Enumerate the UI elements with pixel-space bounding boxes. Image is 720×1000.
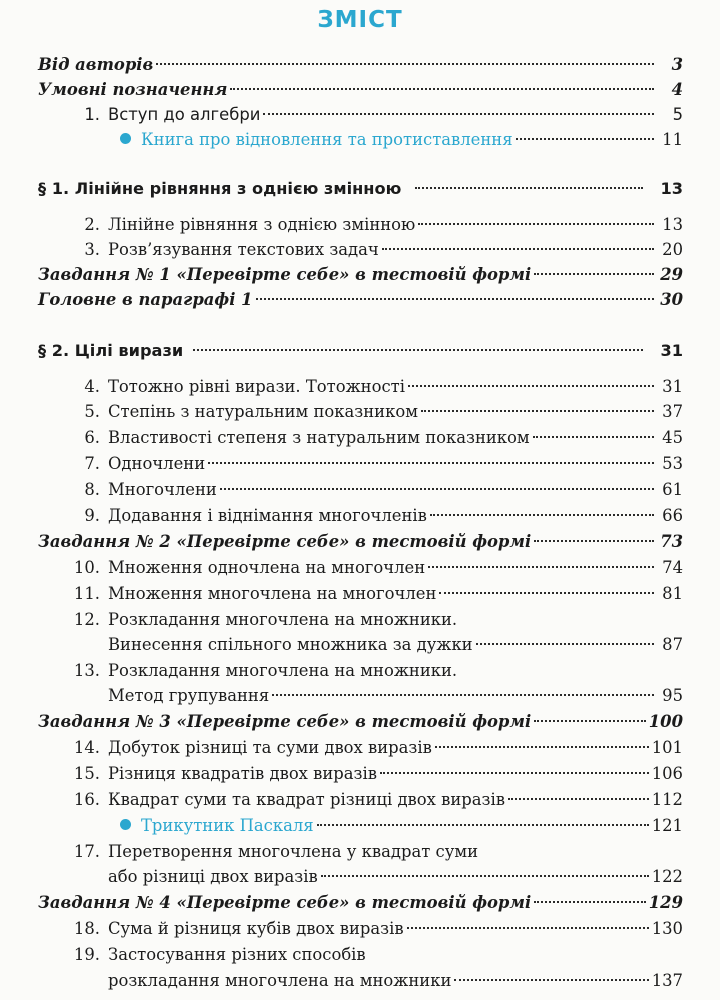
toc-entry-13-continued[interactable] xyxy=(0,684,720,708)
dot-leader xyxy=(408,385,654,387)
toc-entry-14[interactable] xyxy=(0,736,720,760)
dot-leader xyxy=(534,901,646,903)
page-title: ЗМІСТ xyxy=(317,7,403,33)
toc-page-number: 11 xyxy=(662,130,683,149)
toc-page-number: 30 xyxy=(660,290,683,309)
toc-entry-test-4[interactable] xyxy=(0,891,720,915)
toc-entry-number: 1. xyxy=(84,105,100,124)
toc-entry-legend[interactable] xyxy=(0,78,720,102)
toc-entry-title: Розв’язування текстових задач xyxy=(108,240,379,259)
toc-entry-number: 12. xyxy=(73,610,100,629)
toc-page-number: 101 xyxy=(651,738,683,757)
toc-entry-pascal-triangle[interactable] xyxy=(0,814,720,838)
toc-entry-number: 19. xyxy=(73,945,100,964)
toc-entry-10[interactable] xyxy=(0,556,720,580)
dot-leader xyxy=(415,187,643,189)
toc-entry-13[interactable] xyxy=(0,659,720,683)
toc-entry-title: Трикутник Паскаля xyxy=(141,816,314,835)
toc-entry-8[interactable] xyxy=(0,478,720,502)
dot-leader xyxy=(430,514,654,516)
toc-entry-number: 5. xyxy=(84,402,100,421)
toc-entry-title: Лінійне рівняння з однією змінною xyxy=(108,215,416,234)
toc-entry-title: Умовні позначення xyxy=(38,80,228,99)
toc-entry-title: Завдання № 1 «Перевірте себе» в тестовій формі xyxy=(38,265,532,284)
toc-page-number: 112 xyxy=(651,790,683,809)
toc-page-number: 137 xyxy=(651,971,683,990)
toc-page-number: 73 xyxy=(660,532,683,551)
toc-entry-11[interactable] xyxy=(0,582,720,606)
dot-leader xyxy=(208,462,654,464)
toc-entry-number: 8. xyxy=(84,480,100,499)
toc-entry-12[interactable] xyxy=(0,608,720,632)
toc-entry-number: 13. xyxy=(73,661,100,680)
toc-page-number: 87 xyxy=(662,635,683,654)
toc-entry-title: Вступ до алгебри xyxy=(108,105,261,124)
toc-section-title: § 2. Цілі вирази xyxy=(38,341,184,360)
toc-entry-title: Тотожно рівні вирази. Тотожності xyxy=(108,377,405,396)
toc-page-number: 121 xyxy=(651,816,683,835)
toc-page-number: 31 xyxy=(660,341,683,360)
dot-leader xyxy=(382,248,654,250)
toc-entry-18[interactable] xyxy=(0,917,720,941)
dot-leader xyxy=(454,979,648,981)
toc-entry-title: Головне в параграфі 1 xyxy=(38,290,253,309)
toc-entry-number: 4. xyxy=(84,377,100,396)
toc-entry-7[interactable] xyxy=(0,452,720,476)
toc-page-number: 81 xyxy=(662,584,683,603)
toc-entry-title-continued: розкладання многочлена на множники xyxy=(108,971,452,990)
toc-entry-number: 3. xyxy=(84,240,100,259)
toc-entry-number: 11. xyxy=(73,584,100,603)
toc-entry-19-continued[interactable] xyxy=(0,969,720,993)
toc-entry-title: Множення одночлена на многочлен xyxy=(108,558,426,577)
toc-page-number: 5 xyxy=(672,105,683,124)
toc-page-number: 66 xyxy=(662,506,683,525)
toc-entry-title: Завдання № 3 «Перевірте себе» в тестовій формі xyxy=(38,712,532,731)
toc-entry-15[interactable] xyxy=(0,762,720,786)
toc-entry-number: 15. xyxy=(73,764,100,783)
dot-leader xyxy=(435,746,649,748)
toc-entry-title-continued: Метод групування xyxy=(108,686,270,705)
toc-entry-title: Книга про відновлення та протиставлення xyxy=(141,130,513,149)
toc-page-number: 122 xyxy=(651,867,683,886)
dot-leader xyxy=(421,410,654,412)
toc-page-number: 106 xyxy=(651,764,683,783)
toc-entry-title: Різниця квадратів двох виразів xyxy=(108,764,377,783)
toc-page-number: 4 xyxy=(671,80,683,99)
toc-entry-5[interactable] xyxy=(0,400,720,424)
toc-page-number: 13 xyxy=(660,179,683,198)
toc-page-number: 3 xyxy=(671,55,683,74)
toc-entry-9[interactable] xyxy=(0,504,720,528)
toc-entry-title: Одночлени xyxy=(108,454,206,473)
toc-entry-title: Добуток різниці та суми двох виразів xyxy=(108,738,432,757)
toc-page-number: 20 xyxy=(662,240,683,259)
toc-page-number: 100 xyxy=(648,712,683,731)
dot-leader xyxy=(508,798,649,800)
toc-entry-title: Многочлени xyxy=(108,480,217,499)
dot-leader xyxy=(156,63,654,65)
toc-entry-title-continued: або різниці двох виразів xyxy=(108,867,318,886)
dot-leader xyxy=(534,273,654,275)
toc-page-number: 74 xyxy=(662,558,683,577)
toc-page-number: 13 xyxy=(662,215,683,234)
toc-entry-test-3[interactable] xyxy=(0,710,720,734)
dot-leader xyxy=(193,349,643,351)
toc-entry-6[interactable] xyxy=(0,426,720,450)
dot-leader xyxy=(534,540,654,542)
toc-entry-12-continued[interactable] xyxy=(0,633,720,657)
toc-entry-title: Застосування різних способів xyxy=(108,945,366,964)
toc-page-number: 53 xyxy=(662,454,683,473)
dot-leader xyxy=(220,488,654,490)
toc-entry-test-1[interactable] xyxy=(0,263,720,287)
bullet-icon xyxy=(120,133,131,144)
toc-entry-title: Квадрат суми та квадрат різниці двох виразів xyxy=(108,790,505,809)
toc-entry-summary-1[interactable] xyxy=(0,288,720,312)
toc-entry-number: 14. xyxy=(73,738,100,757)
toc-page-number: 45 xyxy=(662,428,683,447)
toc-section-1[interactable] xyxy=(0,177,720,201)
toc-entry-number: 7. xyxy=(84,454,100,473)
toc-entry-number: 10. xyxy=(73,558,100,577)
toc-entry-title: Розкладання многочлена на множники. xyxy=(108,661,458,680)
toc-entry-title: Завдання № 2 «Перевірте себе» в тестовій формі xyxy=(38,532,532,551)
toc-entry-title: Завдання № 4 «Перевірте себе» в тестовій формі xyxy=(38,893,532,912)
dot-leader xyxy=(380,772,649,774)
toc-page-number: 95 xyxy=(662,686,683,705)
toc-entry-4[interactable] xyxy=(0,375,720,399)
dot-leader xyxy=(321,875,649,877)
toc-entry-number: 6. xyxy=(84,428,100,447)
dot-leader xyxy=(256,298,654,300)
dot-leader xyxy=(428,566,654,568)
toc-page-number: 130 xyxy=(651,919,683,938)
toc-entry-book-restoration[interactable] xyxy=(0,128,720,152)
toc-entry-title: Степінь з натуральним показником xyxy=(108,402,418,421)
toc-entry-title: Множення многочлена на многочлен xyxy=(108,584,437,603)
dot-leader xyxy=(263,113,654,115)
dot-leader xyxy=(439,592,654,594)
toc-section-title: § 1. Лінійне рівняння з однією змінною xyxy=(38,179,402,198)
toc-entry-number: 2. xyxy=(84,215,100,234)
dot-leader xyxy=(230,88,654,90)
dot-leader xyxy=(476,643,654,645)
toc-entry-number: 9. xyxy=(84,506,100,525)
toc-entry-19[interactable] xyxy=(0,943,720,967)
toc-entry-title: Розкладання многочлена на множники. xyxy=(108,610,458,629)
toc-entry-title: Властивості степеня з натуральним показником xyxy=(108,428,530,447)
toc-entry-number: 17. xyxy=(73,842,100,861)
toc-entry-title: Перетворення многочлена у квадрат суми xyxy=(108,842,479,861)
toc-entry-3[interactable] xyxy=(0,238,720,262)
dot-leader xyxy=(534,720,646,722)
toc-entry-number: 18. xyxy=(73,919,100,938)
dot-leader xyxy=(317,824,649,826)
dot-leader xyxy=(272,694,654,696)
bullet-icon xyxy=(120,819,131,830)
toc-entry-test-2[interactable] xyxy=(0,530,720,554)
toc-entry-17-continued[interactable] xyxy=(0,865,720,889)
dot-leader xyxy=(533,436,654,438)
toc-entry-17[interactable] xyxy=(0,840,720,864)
toc-entry-title-continued: Винесення спільного множника за дужки xyxy=(108,635,473,654)
dot-leader xyxy=(516,138,654,140)
dot-leader xyxy=(418,223,654,225)
toc-entry-number: 16. xyxy=(73,790,100,809)
toc-entry-2[interactable] xyxy=(0,213,720,237)
dot-leader xyxy=(407,927,649,929)
toc-page-number: 61 xyxy=(662,480,683,499)
toc-entry-from-authors[interactable] xyxy=(0,53,720,77)
toc-entry-16[interactable] xyxy=(0,788,720,812)
toc-page-number: 129 xyxy=(648,893,683,912)
toc-entry-title: Від авторів xyxy=(38,55,154,74)
toc-page-number: 37 xyxy=(662,402,683,421)
toc-entry-title: Сума й різниця кубів двох виразів xyxy=(108,919,404,938)
toc-entry-1[interactable] xyxy=(0,103,720,127)
toc-page-number: 29 xyxy=(660,265,683,284)
toc-section-2[interactable] xyxy=(0,339,720,363)
toc-entry-title: Додавання і віднімання многочленів xyxy=(108,506,427,525)
toc-page-number: 31 xyxy=(662,377,683,396)
